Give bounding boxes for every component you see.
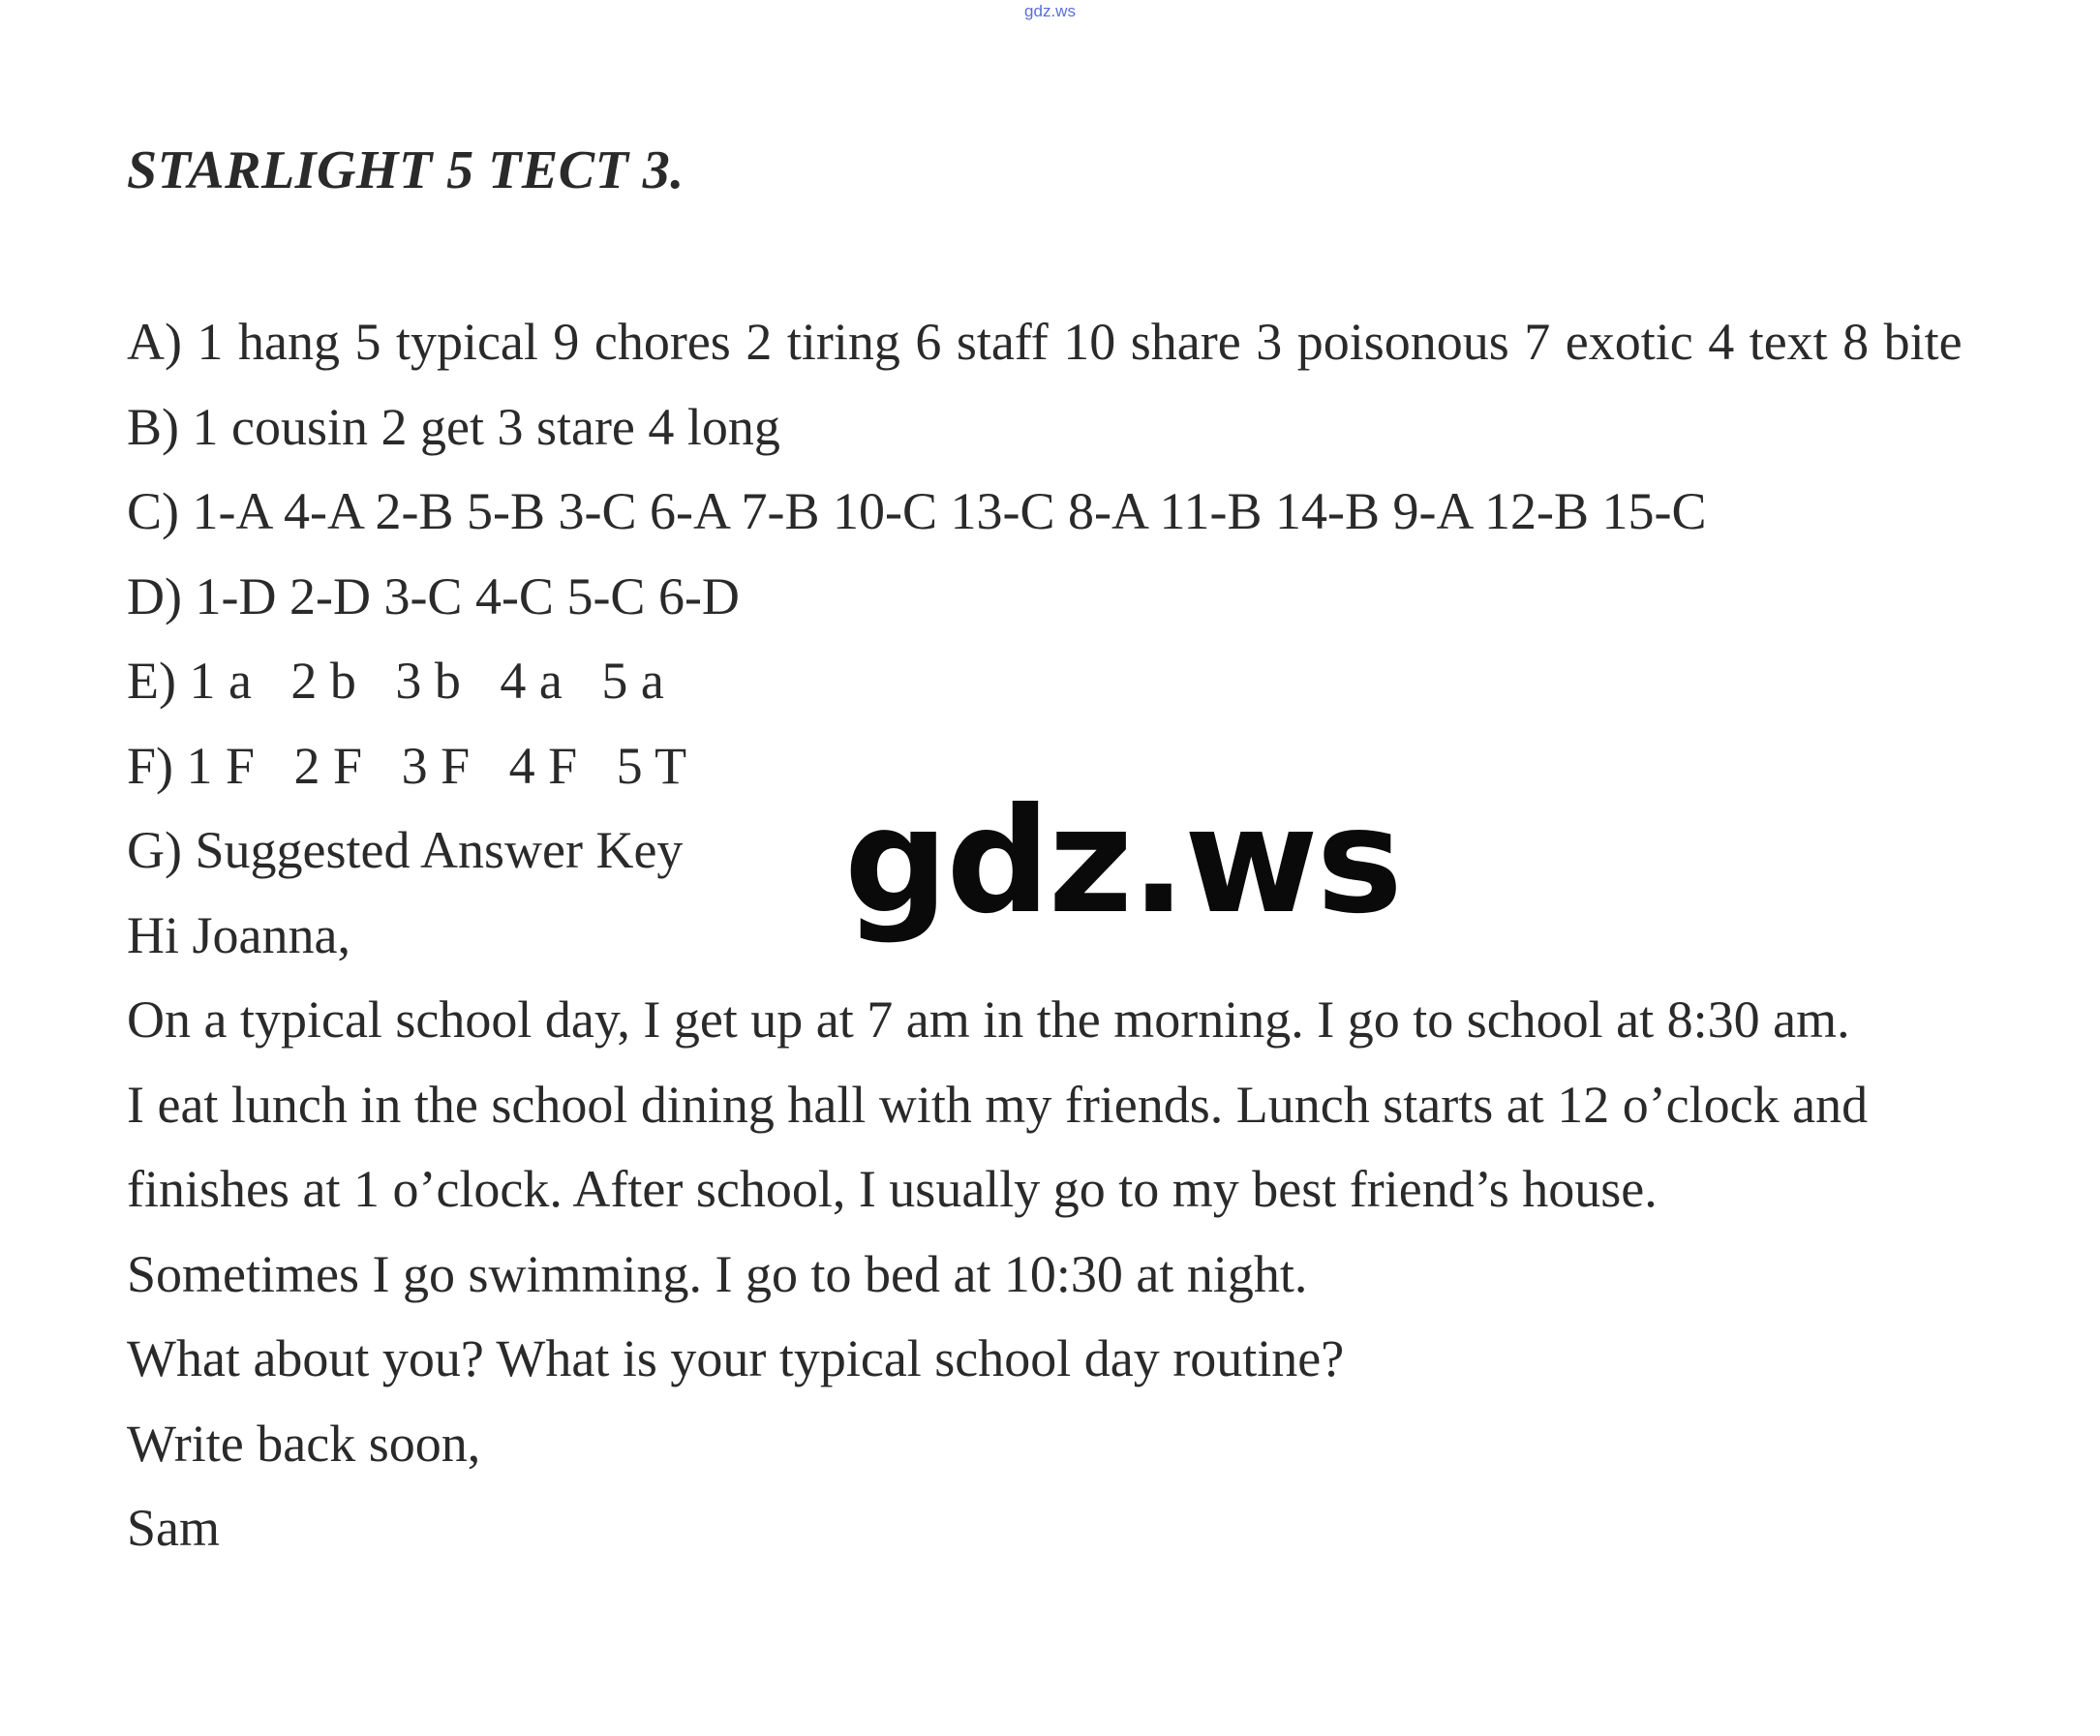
letter-signature: Sam [127,1499,221,1557]
answer-section-e: E) 1 a 2 b 3 b 4 a 5 a [127,652,664,710]
watermark-logo: gdz.ws [844,777,1401,946]
letter-line: I eat lunch in the school dining hall with my friends. Lunch starts at 12 o’clock and [127,1075,1869,1134]
document-title: STARLIGHT 5 TECT 3. [127,140,685,200]
answer-section-b: B) 1 cousin 2 get 3 stare 4 long [127,397,780,456]
letter-line: What about you? What is your typical school day routine? [127,1329,1345,1387]
answer-section-f: F) 1 F 2 F 3 F 4 F 5 T [127,736,687,795]
sample-letter [127,894,2054,1571]
answer-section-g: G) Suggested Answer Key [127,821,684,879]
letter-line: finishes at 1 o’clock. After school, I usually go to my best friend’s house. [127,1160,1658,1218]
answer-section-c: C) 1-A 4-A 2-B 5-B 3-C 6-A 7-B 10-C 13-C 8-A 11-B 14-B 9-A 12-B 15-C [127,482,1707,540]
letter-closing: Write back soon, [127,1414,481,1473]
site-link[interactable]: gdz.ws [1024,2,1076,20]
answer-section-a: A) 1 hang 5 typical 9 chores 2 tiring 6 staff 10 share 3 poisonous 7 exotic 4 text 8 bite [127,313,1963,371]
answer-section-d: D) 1-D 2-D 3-C 4-C 5-C 6-D [127,566,740,625]
letter-greeting: Hi Joanna, [127,905,350,964]
letter-line: On a typical school day, I get up at 7 am in the morning. I go to school at 8:30 am. [127,990,1850,1049]
letter-line: Sometimes I go swimming. I go to bed at 10:30 at night. [127,1244,1308,1303]
